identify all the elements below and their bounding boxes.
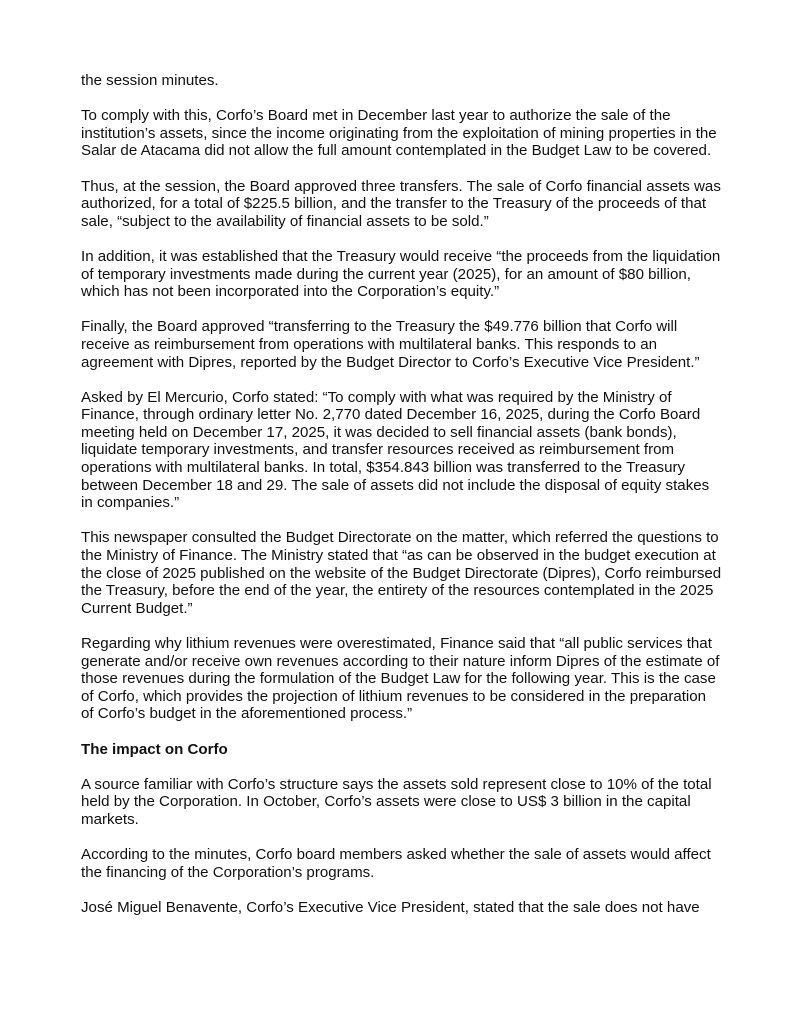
paragraph: This newspaper consulted the Budget Directorate on the matter, which referred the questions to the Ministry of Finance. The Ministry stated that “as can be observed in the budget execution at the close of 2025 published on the website of the Budget Directorate (Dipres), Corfo reimbursed the Treasury, before the end of the year, the entirety of the resources contemplated in the 2025 Current Budget.” xyxy=(81,529,722,617)
paragraph: A source familiar with Corfo’s structure says the assets sold represent close to 10% of the total held by the Corporation. In October, Corfo’s assets were close to US$ 3 billion in the capital markets. xyxy=(81,775,712,828)
paragraph: the session minutes. xyxy=(81,72,219,89)
paragraph: Finally, the Board approved “transferring to the Treasury the $49.776 billion that Corfo will receive as reimbursement from operations with multilateral banks. This responds to an agreement with Dipres, reported by the Budget Director to Corfo’s Executive Vice President.” xyxy=(81,318,700,371)
paragraph: Thus, at the session, the Board approved three transfers. The sale of Corfo financial assets was authorized, for a total of $225.5 billion, and the transfer to the Treasury of the proceeds of that sale, “subject to the availability of financial assets to be sold.” xyxy=(81,177,721,230)
paragraph: Asked by El Mercurio, Corfo stated: “To comply with what was required by the Ministry of Finance, through ordinary letter No. 2,770 dated December 16, 2025, during the Corfo Board meeting held on December 17, 2025, it was decided to sell financial assets (bank bonds), liquidate temporary investments, and transfer resources received as reimbursement from operations with multilateral banks. In total, $354.843 billion was transferred to the Treasury between December 18 and 29. The sale of assets did not include the disposal of equity stakes in companies.” xyxy=(81,388,710,512)
paragraph: To comply with this, Corfo’s Board met in December last year to authorize the sale of the institution’s assets, since the income originating from the exploitation of mining properties in the Salar de Atacama did not allow the full amount contemplated in the Budget Law to be covered. xyxy=(81,107,717,160)
section-heading: The impact on Corfo xyxy=(81,740,228,758)
paragraph: José Miguel Benavente, Corfo’s Executive Vice President, stated that the sale does not have xyxy=(81,898,700,916)
paragraph: According to the minutes, Corfo board members asked whether the sale of assets would affect the financing of the Corporation’s programs. xyxy=(81,846,711,881)
paragraph: Regarding why lithium revenues were overestimated, Finance said that “all public services that generate and/or receive own revenues according to their nature inform Dipres of the estimate of those revenues during the formulation of the Budget Law for the following year. This is the case of Corfo, which provides the projection of lithium revenues to be considered in the preparation of Corfo’s budget in the aforementioned process.” xyxy=(81,635,720,723)
paragraph: In addition, it was established that the Treasury would receive “the proceeds from the liquidation of temporary investments made during the current year (2025), for an amount of $80 billion, which has not been incorporated into the Corporation’s equity.” xyxy=(81,247,721,301)
